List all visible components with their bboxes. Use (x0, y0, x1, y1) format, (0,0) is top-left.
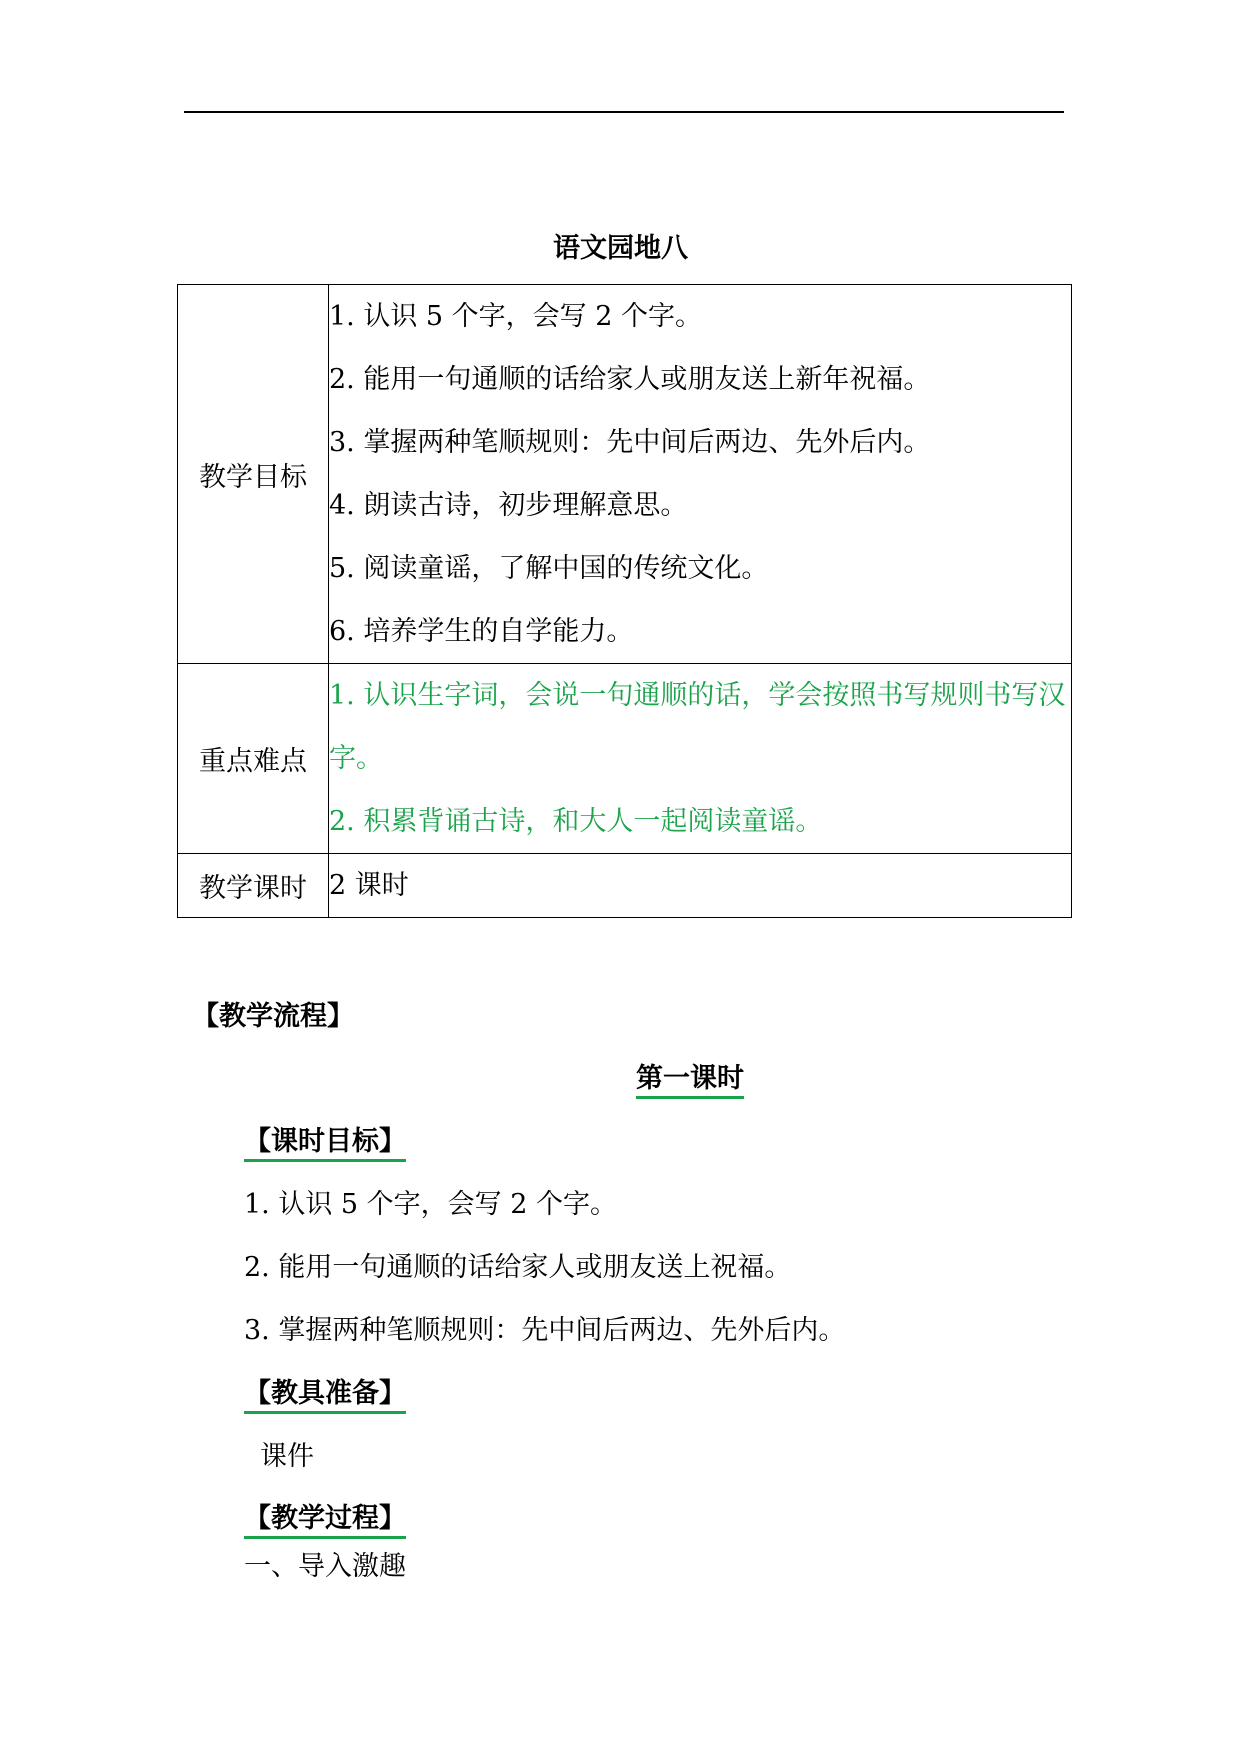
table-row-hours (178, 854, 1072, 918)
procedure-heading (244, 1501, 406, 1537)
hours-value: 2 课时 (329, 870, 409, 901)
goal-item: 6. 培养学生的自学能力。 (329, 616, 634, 647)
objectives-heading-text: 【课时目标】 (244, 1126, 406, 1162)
goal-item: 1. 认识 5 个字，会写 2 个字。 (329, 301, 703, 332)
goal-item: 4. 朗读古诗，初步理解意思。 (329, 490, 688, 521)
prep-heading (244, 1376, 406, 1412)
lesson-info-table (177, 284, 1072, 918)
objective-item: 1. 认识 5 个字，会写 2 个字。 (244, 1189, 618, 1220)
table-row-goals (178, 285, 1072, 664)
objective-item: 3. 掌握两种笔顺规则：先中间后两边、先外后内。 (244, 1315, 846, 1346)
goals-cell (329, 285, 1072, 664)
process-heading: 【教学流程】 (192, 1001, 354, 1032)
prep-text: 课件 (260, 1441, 314, 1472)
page-title: 语文园地八 (553, 233, 688, 264)
objectives-heading (244, 1124, 406, 1160)
key-points-cell (329, 664, 1072, 854)
step-one: 一、导入激趣 (244, 1551, 406, 1582)
goals-label: 教学目标 (178, 285, 329, 664)
header-rule (184, 111, 1064, 113)
hours-label: 教学课时 (178, 854, 329, 918)
key-point-item: 1. 认识生字词，会说一句通顺的话，学会按照书写规则书写汉字。 (329, 680, 1066, 774)
procedure-heading-text: 【教学过程】 (244, 1503, 406, 1539)
goal-item: 3. 掌握两种笔顺规则：先中间后两边、先外后内。 (329, 427, 931, 458)
key-points-label: 重点难点 (178, 664, 329, 854)
hours-cell (329, 854, 1072, 918)
lesson-heading (636, 1061, 744, 1097)
key-point-item: 2. 积累背诵古诗，和大人一起阅读童谣。 (329, 806, 823, 837)
prep-heading-text: 【教具准备】 (244, 1378, 406, 1414)
goal-item: 2. 能用一句通顺的话给家人或朋友送上新年祝福。 (329, 364, 931, 395)
goal-item: 5. 阅读童谣，了解中国的传统文化。 (329, 553, 769, 584)
lesson-heading-text: 第一课时 (636, 1063, 744, 1099)
table-row-key-points (178, 664, 1072, 854)
objective-item: 2. 能用一句通顺的话给家人或朋友送上祝福。 (244, 1252, 792, 1283)
